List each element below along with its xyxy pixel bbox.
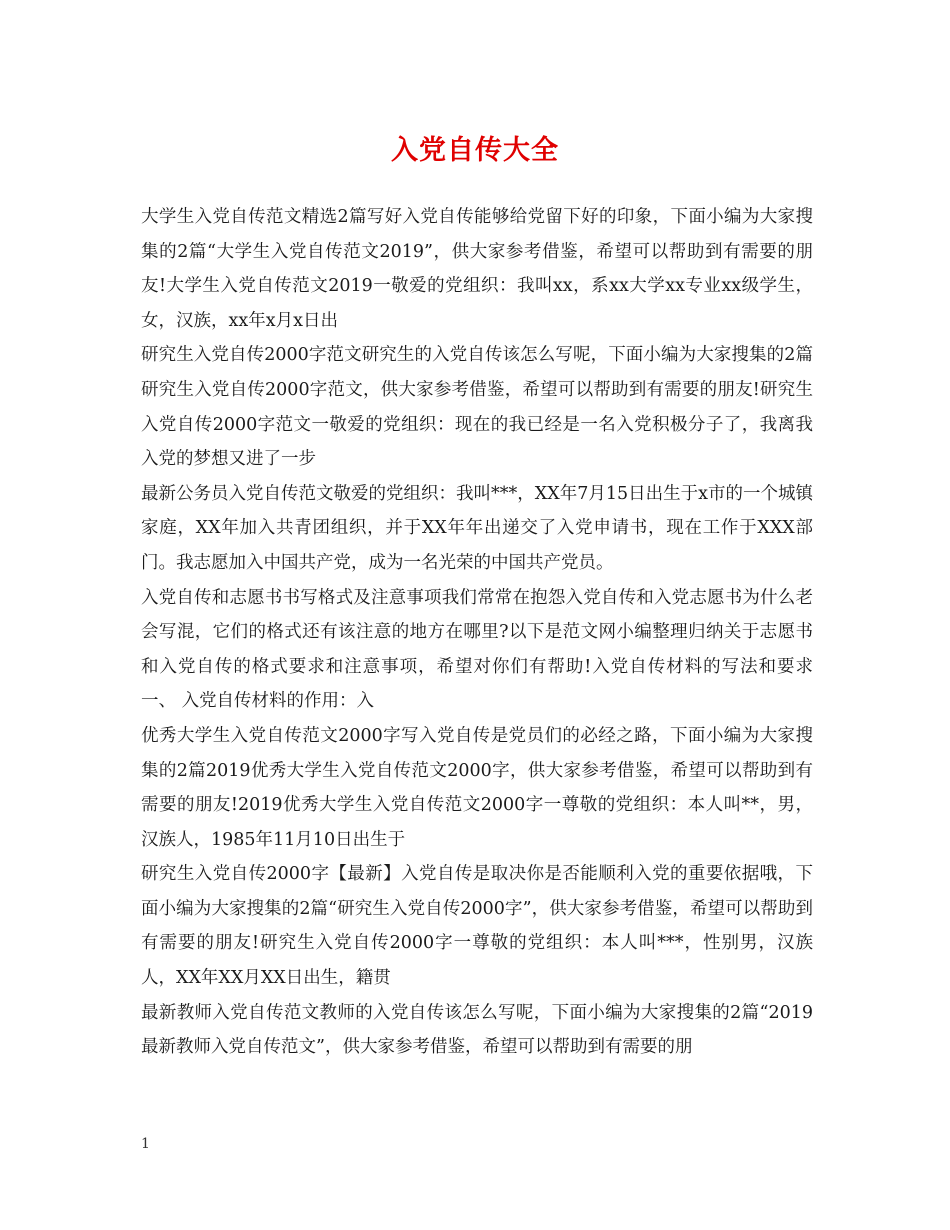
document-body <box>141 200 813 1065</box>
page-number: 1 <box>141 1136 150 1152</box>
document-title: 入党自传大全 <box>391 135 559 166</box>
paragraph-7: 最新教师入党自传范文教师的入党自传该怎么写呢，下面小编为大家搜集的2篇“2019最新教师入党自传范文”，供大家参考借鉴，希望可以帮助到有需要的朋 <box>141 1002 813 1058</box>
paragraph-2: 研究生入党自传2000字范文研究生的入党自传该怎么写呢，下面小编为大家搜集的2篇研究生入党自传2000字范文，供大家参考借鉴，希望可以帮助到有需要的朋友!研究生入党自传2000字范文一敬爱的党组织：现在的我已经是一名入党积极分子了，我离我入党的梦想又进了一步 <box>141 345 813 470</box>
paragraph-3: 最新公务员入党自传范文敬爱的党组织：我叫***，XX年7月15日出生于x市的一个城镇家庭，XX年加入共青团组织，并于XX年年出递交了入党申请书，现在工作于XXX部门。我志愿加入中国共产党，成为一名光荣的中国共产党员。 <box>141 483 813 573</box>
paragraph-4: 入党自传和志愿书书写格式及注意事项我们常常在抱怨入党自传和入党志愿书为什么老会写混，它们的格式还有该注意的地方在哪里?以下是范文网小编整理归纳关于志愿书和入党自传的格式要求和注意事项，希望对你们有帮助!入党自传材料的写法和要求一、 入党自传材料的作用：入 <box>141 587 813 712</box>
paragraph-5: 优秀大学生入党自传范文2000字写入党自传是党员们的必经之路，下面小编为大家搜集的2篇2019优秀大学生入党自传范文2000字，供大家参考借鉴，希望可以帮助到有需要的朋友!2019优秀大学生入党自传范文2000字一尊敬的党组织：本人叫**，男，汉族人，1985年11月10日出生于 <box>141 725 813 850</box>
paragraph-1: 大学生入党自传范文精选2篇写好入党自传能够给党留下好的印象，下面小编为大家搜集的2篇“大学生入党自传范文2019”，供大家参考借鉴，希望可以帮助到有需要的朋友!大学生入党自传范文2019一敬爱的党组织：我叫xx，系xx大学xx专业xx级学生，女，汉族，xx年x月x日出 <box>141 207 813 331</box>
paragraph-6: 研究生入党自传2000字【最新】入党自传是取决你是否能顺利入党的重要依据哦，下面小编为大家搜集的2篇“研究生入党自传2000字”，供大家参考借鉴，希望可以帮助到有需要的朋友!研究生入党自传2000字一尊敬的党组织：本人叫***，性别男，汉族人，XX年XX月XX日出生，籍贯 <box>141 864 813 989</box>
